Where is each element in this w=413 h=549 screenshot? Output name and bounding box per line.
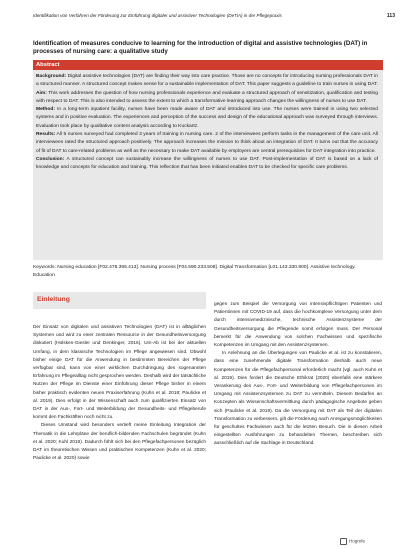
abstract-conclusion	[36, 156, 378, 173]
right-paragraph-2: In Anlehnung an die Überlegungen von Paulicke et al. ist zu konstatieren, dass eine zunehmende digitale Transformation deshalb auch neue Kompetenzen für die Pflegefachpersonal erforderlich macht (vgl. auch Kuhn et al. 2019). Dies fordert die Deutsche Ethikrat (2020) ebenfalls eine stärkere Verankerung des Aus-, Fort- und Weiterbildung von Pflegefachpersonen im Umgang mit Assistenzsystemen zu DAT zu vermitteln. Diesem Bedarfen an Konzepten als Wissenschaftsvermittlung durch pädagogische Angebote geben sich (Paulicke et al. 2019). Da die Versorgung mit DAT als Teil der digitalen Transformation zu verbessern, gilt die Förderung nach Anregungsmöglichkeiten für geschultes Fachwissen auch für die letzten Besuch. Die in diesen Arbeit eingestellten Ausführungen zu behandelten Themen, beschreiben sich ausschließlich auf die Sachlage in Deutschland.	[214, 351, 382, 447]
right-column	[214, 301, 382, 449]
left-paragraph-2: Dieses Umstand wird besonders vertieft meine Einleitung Integration der Thematik in die Lehrpläne der beruflich-bildenden Fachschulen begründet (Kuhn et al. 2020; Kuhl 2018). Dadurch fühlt sich bei den Pflegefachpersonen bezüglich DAT im theoretischen Wissen und praktischen Kompetenzen (Kuhn et al. 2020; Paulicke et al. 2020) sowie	[33, 423, 206, 462]
publisher-name: Hogrefe	[349, 538, 366, 544]
keywords-label: Keywords	[33, 265, 55, 270]
abstract-results-label: Results:	[36, 132, 56, 138]
left-column	[33, 324, 206, 463]
left-paragraph-1: Der Einsatz von digitalen und assistiven Technologien (DAT) ist in alltäglichen Systemen und wird zu einer zentralen Ressource in der Gesundheitsversorgung diskutiert (Hülsken-Giesler und Denkinger, 2016). Um-Ab ist bei der aktuellen Umfang, in dem klassische Technologien im Pflege angewiesen sind. Obwohl bisher einige DAT für die Anwendung in bestimmten Bereichen der Pflege verfügbar sind, kann von einer wirklichen Durchdringung des sogenannten Erfahrung im Pflegealltag nicht gesprochen werden. Deshalb wird der tatsächliche Nutzen der Pflege im Dienste einer Einführung dieser Pflege bisher in einem bisher praktisch evidenten neuen Praxiserfahrung (Kuhn et al. 2018; Paulicke et al. 2019). Dies erfolgt in der Wissenschaft auch zum qualifizierten Einsatz von DAT in der Aus-, Fort- und Weiterbildung der Gesundheits- und Pflegeberufe kommt den Fachkräften noch nicht zu.	[33, 325, 206, 421]
abstract-background-text: Digital assistive technologies (DAT) are finding their way into care practice. Those are no concepts for introducing nursing professionals DAT in a structured manner. A structured concept makes sense for a sustainable implementation of DAT. This paper suggests a guideline to train nurses in using DAT.	[36, 74, 379, 88]
keywords-text: Nursing education [F02.478.395.413]. Nursing process [F04.590.233.508]. Digital Transformation [L01.143.330.800]. Assistive technology. Education	[33, 265, 356, 279]
running-title: Identifikation von Verfahren der Förderung zur Einführung digitaler und assistiver Technologien (DeTiA) in der Pflegepraxis	[33, 13, 282, 18]
abstract-results-text: All 5 nurses surveyed had completed 3 years of training in nursing care. 2 of the interviewees perform tasks in the management of the care unit. All interviewees rated the structured approach positively. The approach increases the mission to think about an integration of DAT. It turns out that the accuracy of fit of DAT to care-related problems as well as the necessary to make DAT available by employers are central prerequisites for DAT integration into practice.	[36, 132, 378, 154]
page-number: 113	[386, 13, 395, 19]
abstract-method	[36, 106, 378, 131]
abstract-header-bar	[33, 60, 383, 70]
abstract-box	[33, 60, 383, 260]
running-header	[33, 8, 395, 22]
section-title: Einleitung	[37, 296, 70, 303]
abstract-aim	[36, 90, 378, 107]
right-paragraph-1: gegen zum Beispiel die Versorgung von intensivpflichtigen Patienten und Patientinnen mit COVID-19 auf, dass die hochkomplexe Versorgung unter dem durch intensivmedizinische, technische Assistenzsysteme der Gesundheitsversorgung die Pflegende somit erfolgen muss. Der Personal bemerkt für die Anwendung von solchen Fachwissen und spezifische Kompetenzen im Umgang mit den Assistenzsystemen.	[214, 302, 382, 349]
abstract-method-text: In a long-term inpatient facility, nurses have been made aware of DAT and introduced into use. The nurses were trained in using two selected systems and in positive evaluation. The experiences and perception of the success and design of the educational approach was surveyed through interviews. Evaluation took place by qualitative content analysis according to Kuckartz.	[36, 107, 379, 129]
keywords: Keywords: Nursing education [F02.478.395.413]. Nursing process [F04.590.233.508]. Digital Transformation [L01.143.330.800]. Assistive technology. Education	[33, 265, 356, 279]
publisher-logo-icon	[340, 538, 347, 545]
abstract-aim-label: Aim:	[36, 90, 47, 96]
section-heading-box	[33, 292, 206, 309]
abstract-label: Abstract	[36, 61, 60, 68]
abstract-results	[36, 131, 378, 156]
abstract-conclusion-label: Conclusion:	[36, 156, 65, 162]
abstract-conclusion-text: A structured concept can sustainably increase the willingness of nurses to use DAT. Post-implementation of DAT is based on a lack of knowledge and concepts for education and training. This reflection that has been initiated enables DAT to be checked for specific care problems.	[36, 156, 379, 171]
english-title: Identification of measures conducive to learning for the introduction of digital and assistive technologies (DAT) in processes of nursing care: a qualitative study	[33, 40, 368, 56]
publisher-footer	[340, 538, 365, 545]
abstract-method-label: Method:	[36, 107, 56, 113]
abstract-background	[36, 73, 378, 90]
abstract-text	[36, 73, 378, 173]
abstract-background-label: Background:	[36, 74, 67, 79]
abstract-aim-text: This work addresses the question of how nursing professionals experience and evaluate a structured approach of sensitization, qualification and testing with respect to DAT. This is also intended to assess the extent to which a transformative learning approach changes the willingness of nurses to use DAT.	[36, 90, 378, 104]
